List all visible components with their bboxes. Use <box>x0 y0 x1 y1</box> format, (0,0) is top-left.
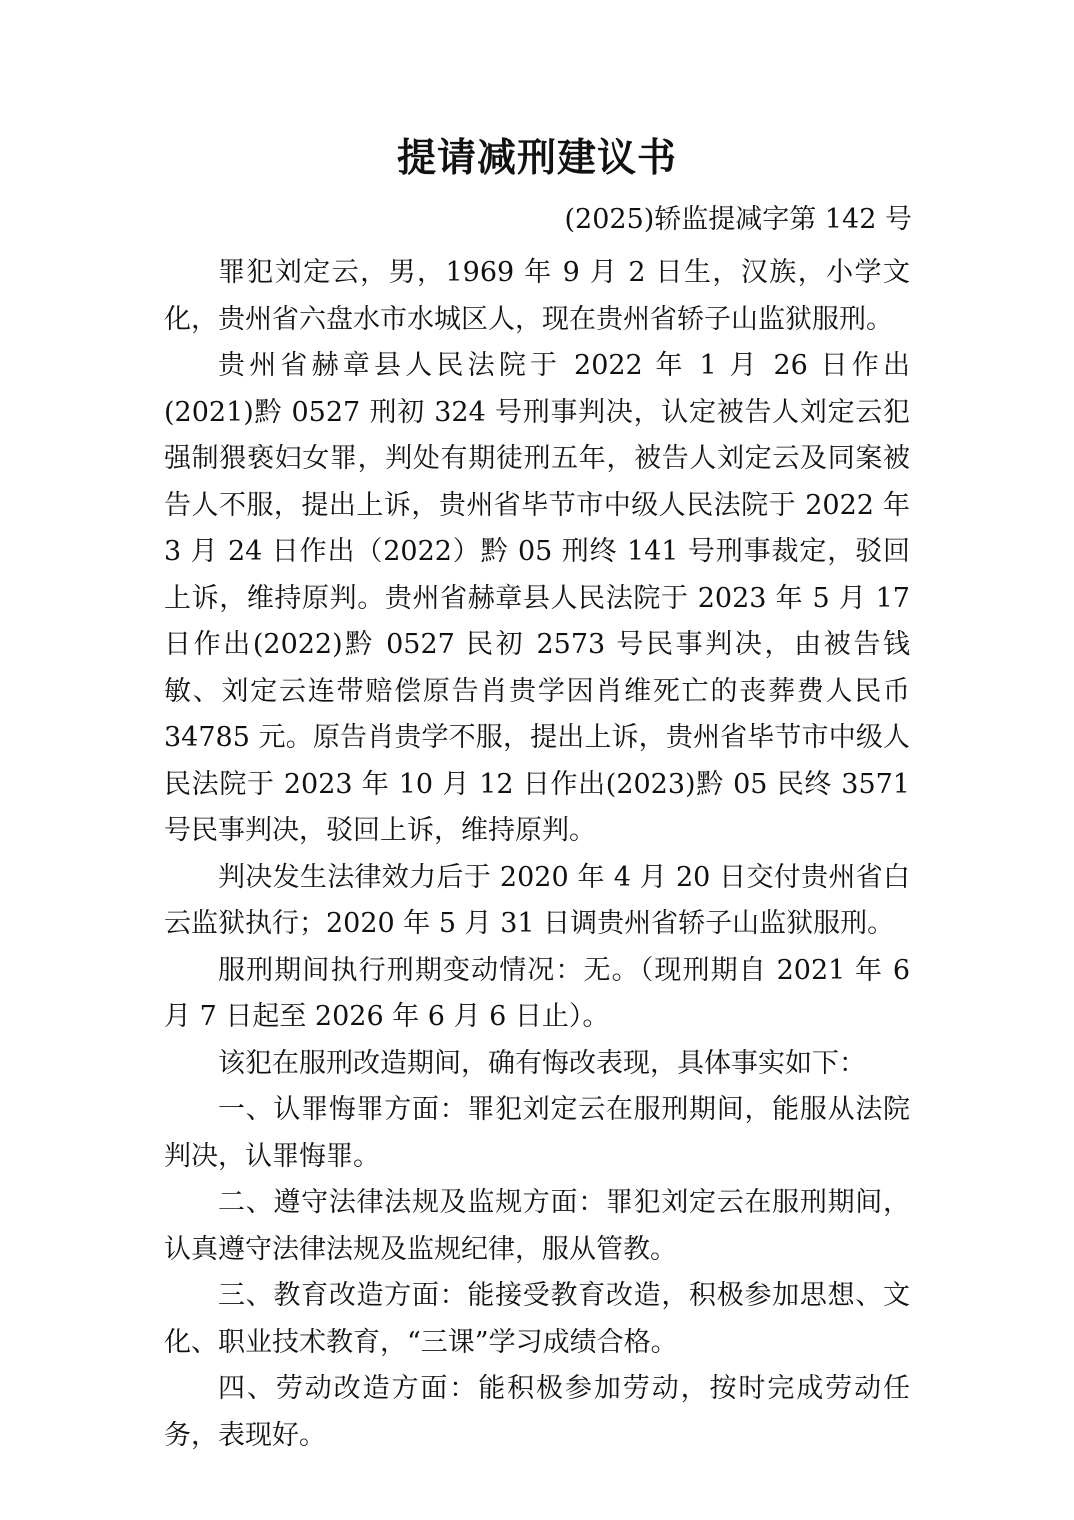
document-number: (2025)轿监提减字第 142 号 <box>564 204 912 235</box>
paragraph-criminal-info: 罪犯刘定云，男，1969 年 9 月 2 日生，汉族，小学文化，贵州省六盘水市水城区人，现在贵州省轿子山监狱服刑。 <box>164 257 910 335</box>
paragraph-education: 三、教育改造方面：能接受教育改造，积极参加思想、文化、职业技术教育，“三课”学习成绩合格。 <box>164 1280 910 1358</box>
paragraph-labor: 四、劳动改造方面：能积极参加劳动，按时完成劳动任务，表现好。 <box>164 1373 910 1451</box>
paragraph-repentance-intro: 该犯在服刑改造期间，确有悔改表现，具体事实如下： <box>218 1047 866 1079</box>
paragraph-law-compliance: 二、遵守法律法规及监规方面：罪犯刘定云在服刑期间，认真遵守法律法规及监规纪律，服从管教。 <box>164 1187 910 1265</box>
paragraph-confession: 一、认罪悔罪方面：罪犯刘定云在服刑期间，能服从法院判决，认罪悔罪。 <box>164 1094 910 1172</box>
paragraph-execution: 判决发生法律效力后于 2020 年 4 月 20 日交付贵州省白云监狱执行；2020 年 5 月 31 日调贵州省轿子山监狱服刑。 <box>164 861 910 939</box>
document-body <box>164 250 910 1459</box>
paragraph-sentence-changes: 服刑期间执行刑期变动情况：无。（现刑期自 2021 年 6 月 7 日起至 2026 年 6 月 6 日止）。 <box>164 954 910 1032</box>
paragraph-judgment-history: 贵州省赫章县人民法院于 2022 年 1 月 26 日作出(2021)黔 0527 刑初 324 号刑事判决，认定被告人刘定云犯强制猥亵妇女罪，判处有期徒刑五年，被告人刘定云及同案被告人不服，提出上诉，贵州省毕节市中级人民法院于 2022 年 3 月 24 日作出（2022）黔 05 刑终 141 号刑事裁定，驳回上诉，维持原判。贵州省赫章县人民法院于 2023 年 5 月 17 日作出(2022)黔 0527 民初 2573 号民事判决，由被告钱敏、刘定云连带赔偿原告肖贵学因肖维死亡的丧葬费人民币 34785 元。原告肖贵学不服，提出上诉，贵州省毕节市中级人民法院于 2023 年 10 月 12 日作出(2023)黔 05 民终 3571 号民事判决，驳回上诉，维持原判。 <box>164 350 910 846</box>
document-title: 提请减刑建议书 <box>396 135 677 181</box>
